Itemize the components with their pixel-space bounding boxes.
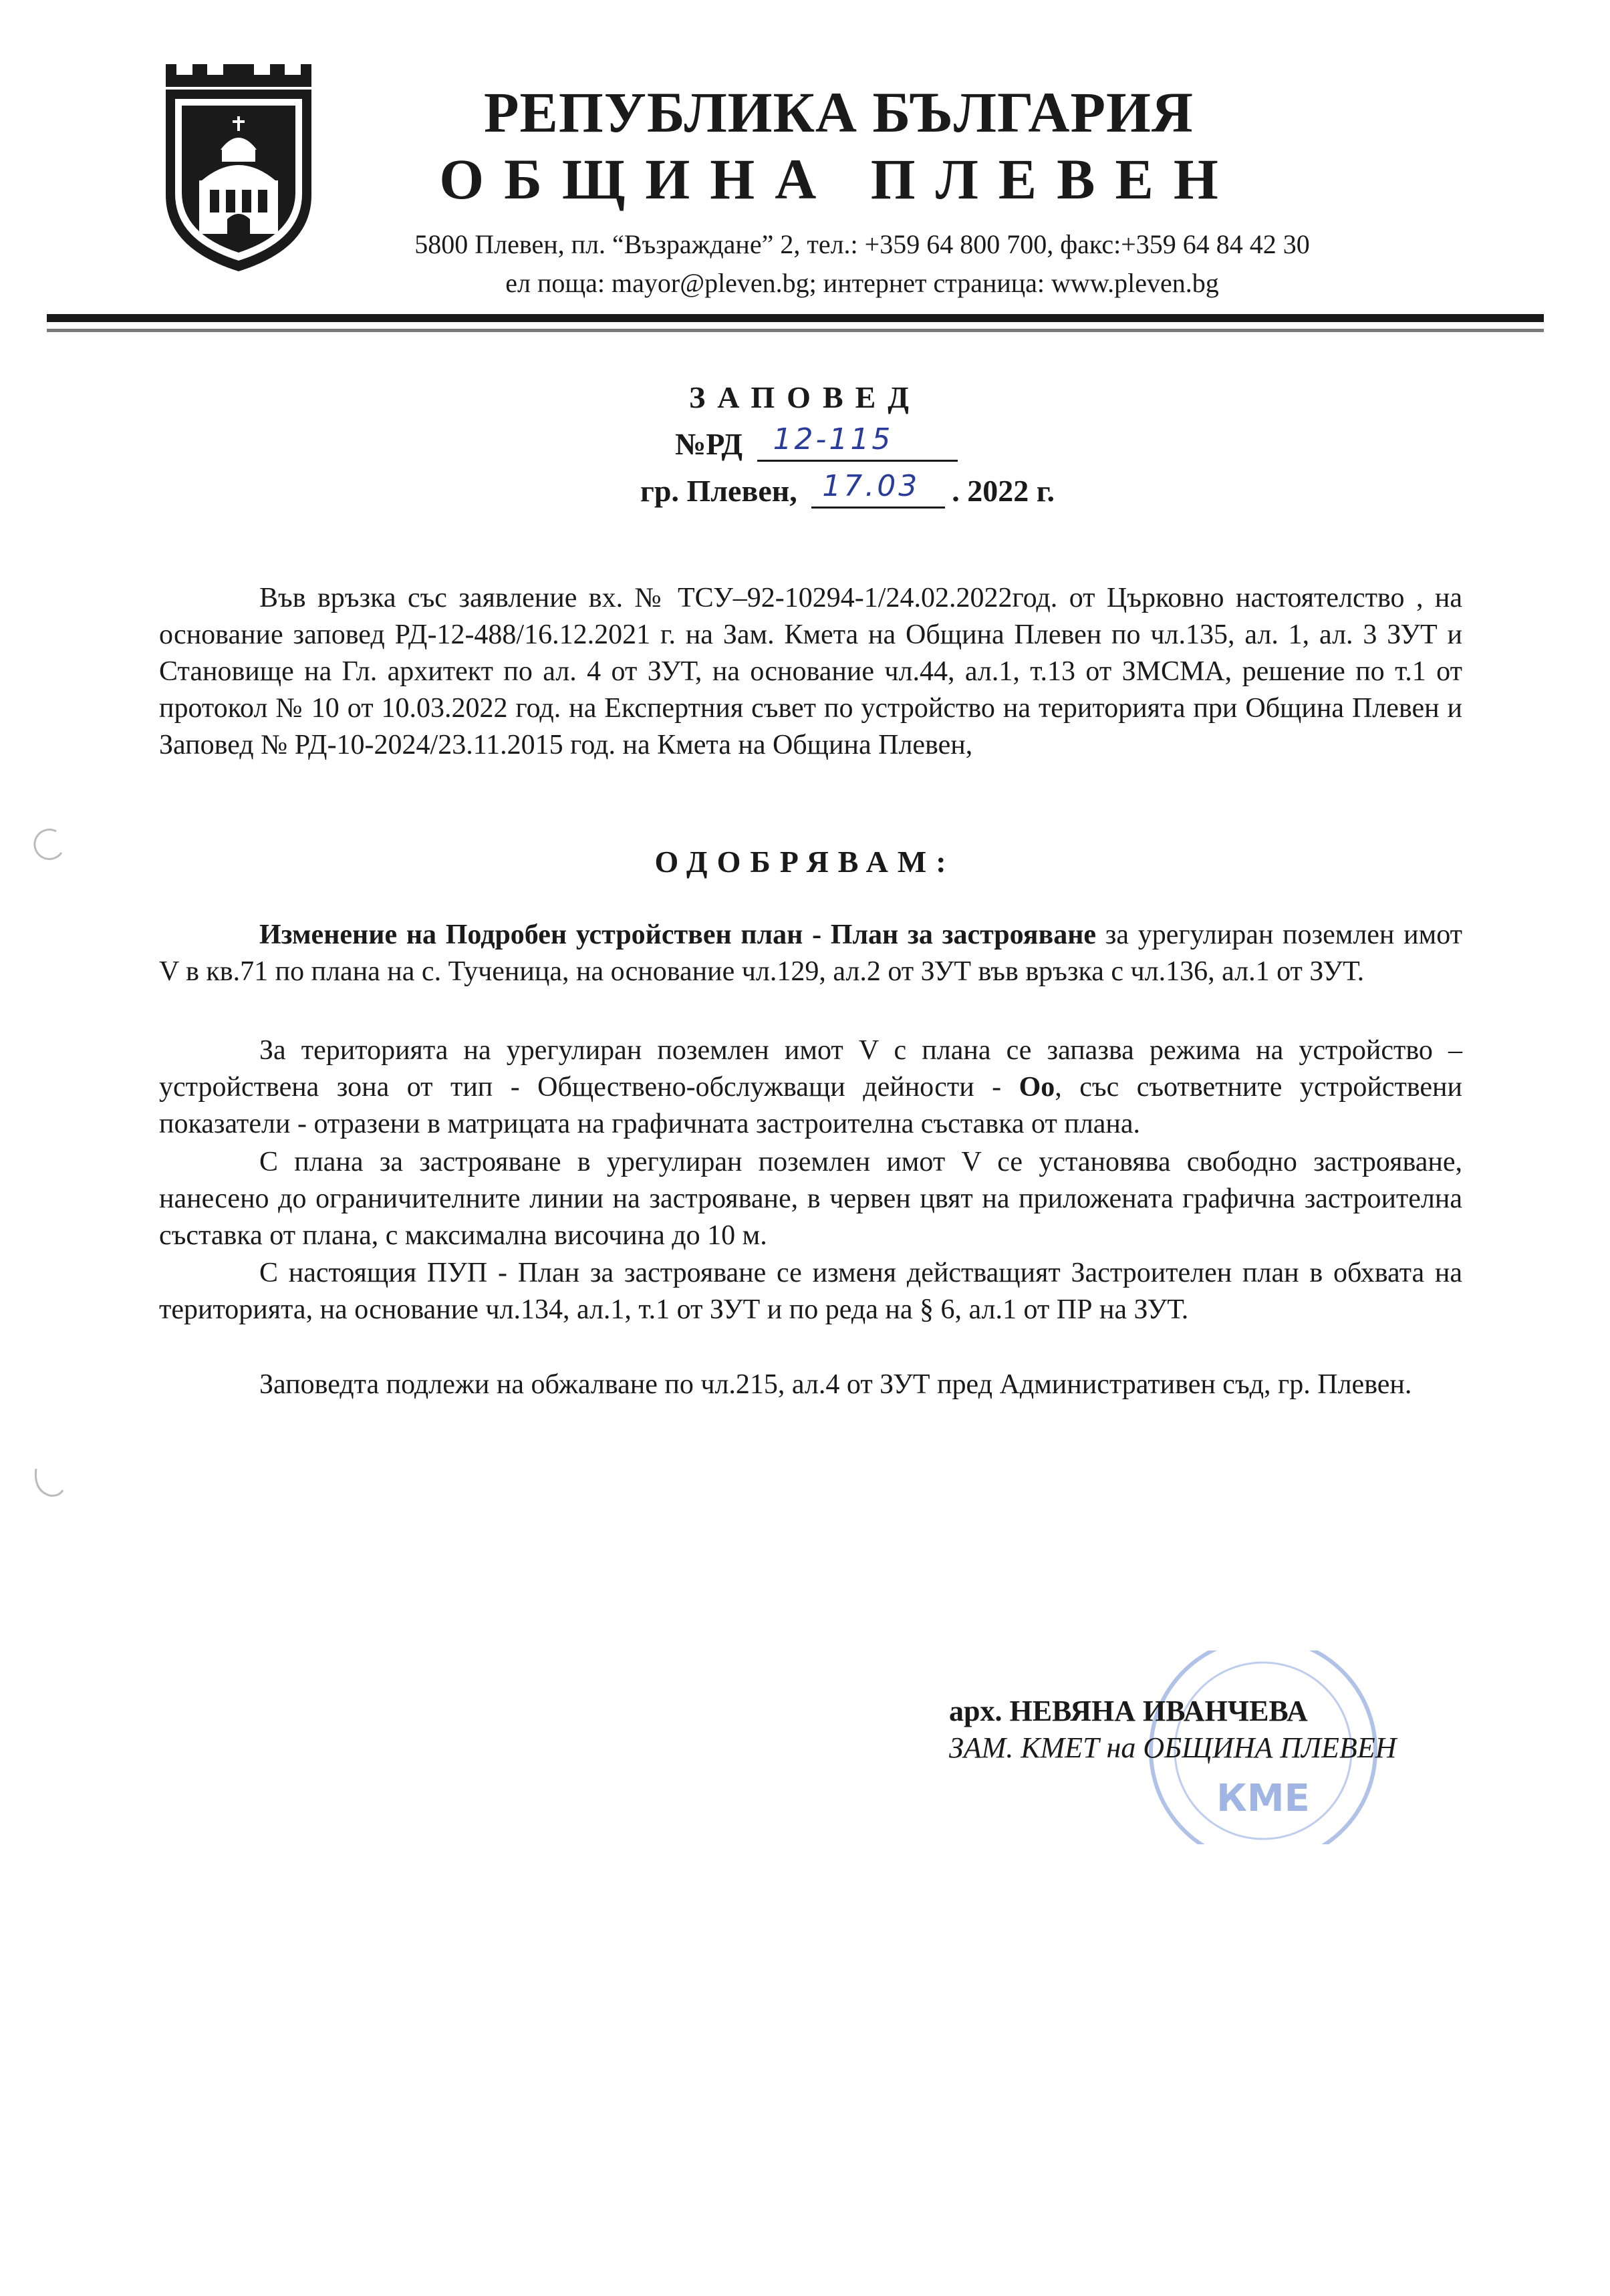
header-divider-thin xyxy=(47,329,1544,332)
plan-change-title: Изменение на Подробен устройствен план - План за застрояване xyxy=(259,919,1097,950)
header-divider xyxy=(47,314,1544,322)
paragraph-plan-amend: С настоящия ПУП - План за застрояване се изменя действащият Застроителен план в обхвата на територията, на основание чл.134, ал.1, т.1 от ЗУТ и по реда на § 6, ал.1 от ПР на ЗУТ. xyxy=(159,1258,1462,1325)
paragraph-appeal: Заповедта подлежи на обжалване по чл.215, ал.4 от ЗУТ пред Административен съд, гр. Плевен. xyxy=(259,1369,1412,1400)
paragraph-building: С плана за застрояване в урегулиран поземлен имот V се установява свободно застрояване, нанесено до ограничителните линии на застрояване, в червен цвят на приложената графична застроителна съставка от плана, с максимална височина до 10 м. xyxy=(159,1147,1462,1251)
header-country: РЕПУБЛИКА БЪЛГАРИЯ xyxy=(483,80,1194,144)
header-municipality: ОБЩИНА ПЛЕВЕН xyxy=(439,147,1238,211)
order-number-field xyxy=(757,422,958,462)
header-address: 5800 Плевен, пл. “Възраждане” 2, тел.: +359 64 800 700, факс:+359 64 84 42 30 xyxy=(414,229,1310,259)
order-year: . 2022 г. xyxy=(952,474,1055,508)
order-title: ЗАПОВЕД xyxy=(689,380,921,414)
order-number-label: №РД xyxy=(675,427,743,461)
stamp-text: КМЕ xyxy=(1216,1777,1310,1820)
zone-code: Оо xyxy=(1019,1072,1055,1103)
approve-heading: ОДОБРЯВАМ: xyxy=(654,845,956,879)
order-place-label: гр. Плевен, xyxy=(640,474,797,508)
order-number-handwritten: 12-115 xyxy=(773,422,894,456)
punch-hole xyxy=(29,1463,67,1501)
order-date-row xyxy=(640,469,1055,509)
signatory-title: ЗАМ. КМЕТ на ОБЩИНА ПЛЕВЕН xyxy=(949,1731,1397,1764)
order-number-row xyxy=(675,422,958,462)
zone-regime-text-end: , със съответните устройствени показатели - отразени в матрицата на графичната застроителна съставка от плана. xyxy=(159,1072,1463,1139)
paragraph-zone-regime xyxy=(159,1032,1462,1143)
zone-regime-text: За територията на урегулиран поземлен имот V с плана се запазва режима на устройство – устройствена зона от тип - Обществено-обслужващи дейности - xyxy=(159,1035,1462,1103)
paragraph-plan-change xyxy=(159,917,1462,990)
order-date-handwritten: 17.03 xyxy=(822,469,920,503)
punch-hole xyxy=(29,826,67,863)
plan-change-text: за урегулиран поземлен имот V в кв.71 по плана на с. Тученица, на основание чл.129, ал.2 от ЗУТ във връзка с чл.136, ал.1 от ЗУТ. xyxy=(159,919,1462,987)
signatory-name: арх. НЕВЯНА ИВАНЧЕВА xyxy=(949,1695,1308,1727)
header-contact: ел поща: mayor@pleven.bg; интернет страница: www.pleven.bg xyxy=(505,268,1219,298)
preamble-paragraph: Във връзка със заявление вх. № ТСУ–92-10294-1/24.02.2022год. от Църковно настоятелство , на основание заповед РД-12-488/16.12.2021 г. на Зам. Кмета на Община Плевен по чл.135, ал. 1, ал. 3 ЗУТ и Становище на Гл. архитект по ал. 4 от ЗУТ, на основание чл.44, ал.1, т.13 от ЗМСМА, решение по т.1 от протокол № 10 от 10.03.2022 год. на Експертния съвет по устройство на територията при Община Плевен и Заповед № РД-10-2024/23.11.2015 год. на Кмета на Община Плевен, xyxy=(159,583,1462,760)
pleven-crest-logo xyxy=(160,61,317,274)
order-date-field xyxy=(811,469,945,509)
